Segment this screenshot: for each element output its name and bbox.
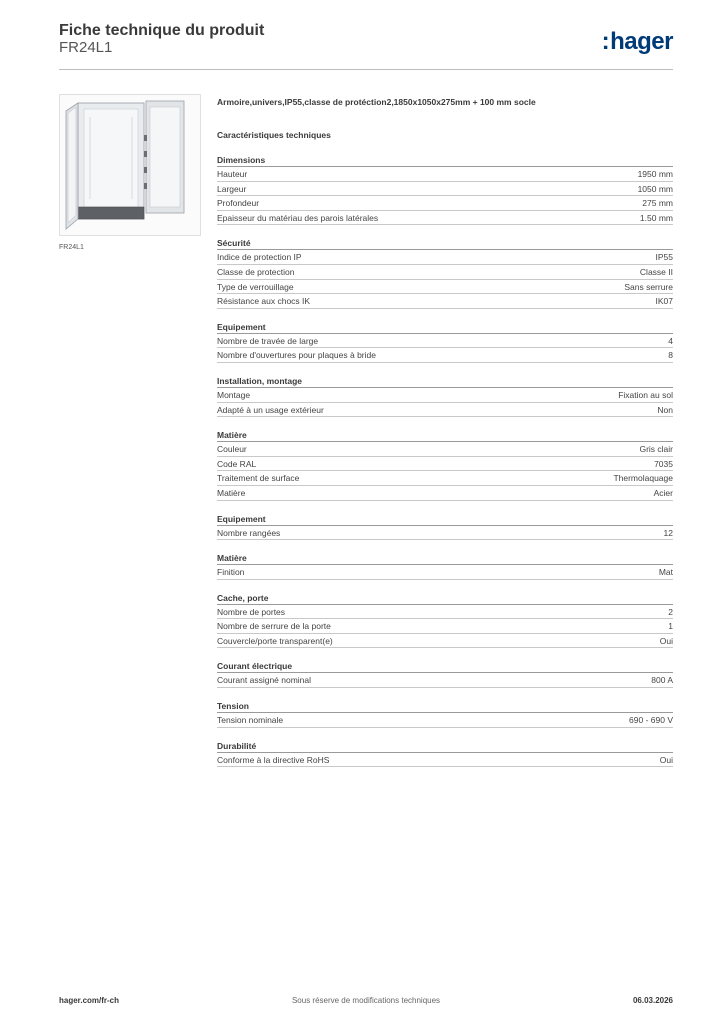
spec-section xyxy=(217,428,673,500)
spec-label: Nombre de serrure de la porte xyxy=(217,621,331,632)
spec-row xyxy=(217,605,673,620)
product-reference: FR24L1 xyxy=(59,39,113,56)
spec-value: Mat xyxy=(658,567,673,578)
spec-label: Montage xyxy=(217,389,251,400)
spec-value: Fixation au sol xyxy=(618,389,673,400)
spec-label: Résistance aux chocs IK xyxy=(217,296,311,307)
spec-label: Nombre de portes xyxy=(217,606,286,617)
spec-value: 8 xyxy=(668,350,673,361)
spec-label: Couleur xyxy=(217,444,247,455)
spec-value: 2 xyxy=(668,606,673,617)
spec-section-title: Cache, porte xyxy=(217,591,673,605)
spec-row xyxy=(217,294,673,309)
spec-label: Indice de protection IP xyxy=(217,252,302,263)
spec-label: Tension nominale xyxy=(217,715,284,726)
spec-value: 800 A xyxy=(651,675,673,686)
cabinet-illustration xyxy=(60,95,200,235)
spec-label: Nombre d'ouvertures pour plaques à bride xyxy=(217,350,376,361)
product-details xyxy=(217,95,673,767)
spec-row xyxy=(217,526,673,541)
footer-notice: Sous réserve de modifications techniques xyxy=(291,996,441,1005)
spec-row xyxy=(217,673,673,688)
spec-value: 7035 xyxy=(654,458,673,469)
spec-value: Classe II xyxy=(639,266,673,277)
spec-row xyxy=(217,334,673,349)
spec-section xyxy=(217,739,673,768)
spec-value: Gris clair xyxy=(639,444,673,455)
page-footer xyxy=(59,996,673,1010)
spec-value: Acier xyxy=(653,487,673,498)
spec-sections xyxy=(217,153,673,767)
footer-date: 06.03.2026 xyxy=(632,996,673,1005)
spec-label: Type de verrouillage xyxy=(217,281,294,292)
spec-row xyxy=(217,280,673,295)
spec-value: 4 xyxy=(668,335,673,346)
header-divider xyxy=(59,69,673,70)
spec-section-title: Equipement xyxy=(217,512,673,526)
spec-section-title: Matière xyxy=(217,428,673,442)
spec-row xyxy=(217,182,673,197)
spec-row xyxy=(217,486,673,501)
spec-value: 690 - 690 V xyxy=(629,715,673,726)
spec-row xyxy=(217,348,673,363)
spec-label: Conforme à la directive RoHS xyxy=(217,754,330,765)
spec-label: Code RAL xyxy=(217,458,257,469)
spec-value: IK07 xyxy=(655,296,673,307)
spec-value: Oui xyxy=(659,635,673,646)
spec-value: Sans serrure xyxy=(624,281,673,292)
spec-row xyxy=(217,619,673,634)
spec-row xyxy=(217,565,673,580)
spec-row xyxy=(217,753,673,768)
page-title: Fiche technique du produit xyxy=(59,22,265,39)
spec-section-title: Dimensions xyxy=(217,153,673,167)
spec-section-title: Durabilité xyxy=(217,739,673,753)
spec-section xyxy=(217,512,673,541)
spec-row xyxy=(217,250,673,265)
spec-row xyxy=(217,471,673,486)
page-header xyxy=(59,20,673,70)
spec-section-title: Courant électrique xyxy=(217,659,673,673)
spec-label: Nombre rangées xyxy=(217,527,281,538)
spec-section xyxy=(217,591,673,649)
spec-label: Matière xyxy=(217,487,246,498)
spec-value: Thermolaquage xyxy=(613,473,673,484)
spec-row xyxy=(217,388,673,403)
spec-value: 1.50 mm xyxy=(639,212,673,223)
spec-value: 275 mm xyxy=(642,198,673,209)
spec-value: 1950 mm xyxy=(637,169,673,179)
spec-label: Hauteur xyxy=(217,169,248,179)
spec-label: Finition xyxy=(217,567,245,578)
spec-row xyxy=(217,713,673,728)
spec-value: Oui xyxy=(659,754,673,765)
spec-value: 12 xyxy=(663,527,673,538)
spec-label: Epaisseur du matériau des parois latérales xyxy=(217,212,379,223)
image-caption: FR24L1 xyxy=(59,244,84,251)
spec-value: Non xyxy=(657,404,673,415)
spec-row xyxy=(217,196,673,211)
spec-section-title: Tension xyxy=(217,699,673,713)
spec-label: Adapté à un usage extérieur xyxy=(217,404,324,415)
spec-section xyxy=(217,374,673,417)
spec-value: IP55 xyxy=(655,252,673,263)
spec-row xyxy=(217,457,673,472)
spec-row xyxy=(217,265,673,280)
spec-section xyxy=(217,236,673,308)
spec-label: Couvercle/porte transparent(e) xyxy=(217,635,333,646)
logo-text: hager xyxy=(610,28,673,55)
spec-section xyxy=(217,153,673,225)
spec-label: Largeur xyxy=(217,183,247,194)
spec-value: 1050 mm xyxy=(637,183,673,194)
spec-label: Courant assigné nominal xyxy=(217,675,312,686)
spec-section xyxy=(217,659,673,688)
spec-value: 1 xyxy=(668,621,673,632)
footer-website: hager.com/fr-ch xyxy=(59,996,120,1005)
product-description: Armoire,univers,IP55,classe de protéction2,1850x1050x275mm + 100 mm socle xyxy=(217,97,536,107)
characteristics-heading: Caractéristiques techniques xyxy=(217,130,331,140)
spec-row xyxy=(217,634,673,649)
hager-logo: :hager xyxy=(601,28,673,55)
spec-row xyxy=(217,167,673,182)
spec-label: Traitement de surface xyxy=(217,473,300,484)
spec-section xyxy=(217,551,673,580)
spec-section-title: Installation, montage xyxy=(217,374,673,388)
spec-label: Profondeur xyxy=(217,198,260,209)
spec-section xyxy=(217,320,673,363)
spec-label: Nombre de travée de large xyxy=(217,335,319,346)
spec-section-title: Matière xyxy=(217,551,673,565)
spec-section-title: Equipement xyxy=(217,320,673,334)
spec-label: Classe de protection xyxy=(217,266,295,277)
spec-row xyxy=(217,442,673,457)
spec-section xyxy=(217,699,673,728)
spec-row xyxy=(217,211,673,226)
spec-section-title: Sécurité xyxy=(217,236,673,250)
product-image xyxy=(59,94,201,236)
spec-row xyxy=(217,403,673,418)
